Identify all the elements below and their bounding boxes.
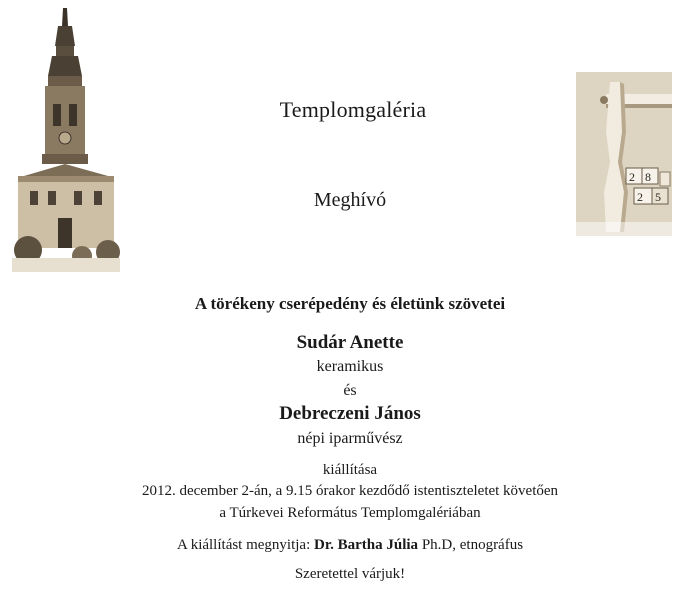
exhibition-title: A törékeny cserépedény és életünk szövetei: [194, 294, 506, 313]
artist-role-1: keramikus: [316, 358, 384, 375]
opening-suffix: Ph.D, etnográfus: [418, 537, 524, 553]
venue-line: a Túrkevei Református Templomgalériában: [219, 505, 481, 521]
date-line: 2012. december 2-án, a 9.15 órakor kezdődő istentiszteletet követően: [141, 483, 559, 499]
opening-line: [0, 537, 700, 554]
artist-role-2: népi iparművész: [297, 430, 403, 447]
svg-text:2: 2: [629, 170, 635, 184]
svg-text:5: 5: [655, 190, 661, 204]
svg-text:2: 2: [637, 190, 643, 204]
connector-text: és: [343, 382, 357, 399]
invitation-heading: Meghívó: [313, 189, 387, 211]
artist-name-1: Sudár Anette: [296, 332, 404, 353]
artist-name-2: Debreczeni János: [279, 403, 421, 424]
gallery-title: Templomgaléria: [279, 97, 427, 122]
svg-text:8: 8: [645, 170, 651, 184]
opening-person: Dr. Bartha Júlia: [314, 537, 419, 553]
opening-prefix: A kiállítást megnyitja:: [176, 537, 315, 553]
exhibition-word: kiállítása: [322, 462, 378, 478]
church-tower-photo: [12, 6, 120, 272]
closing-line: Szeretettel várjuk!: [294, 566, 406, 582]
